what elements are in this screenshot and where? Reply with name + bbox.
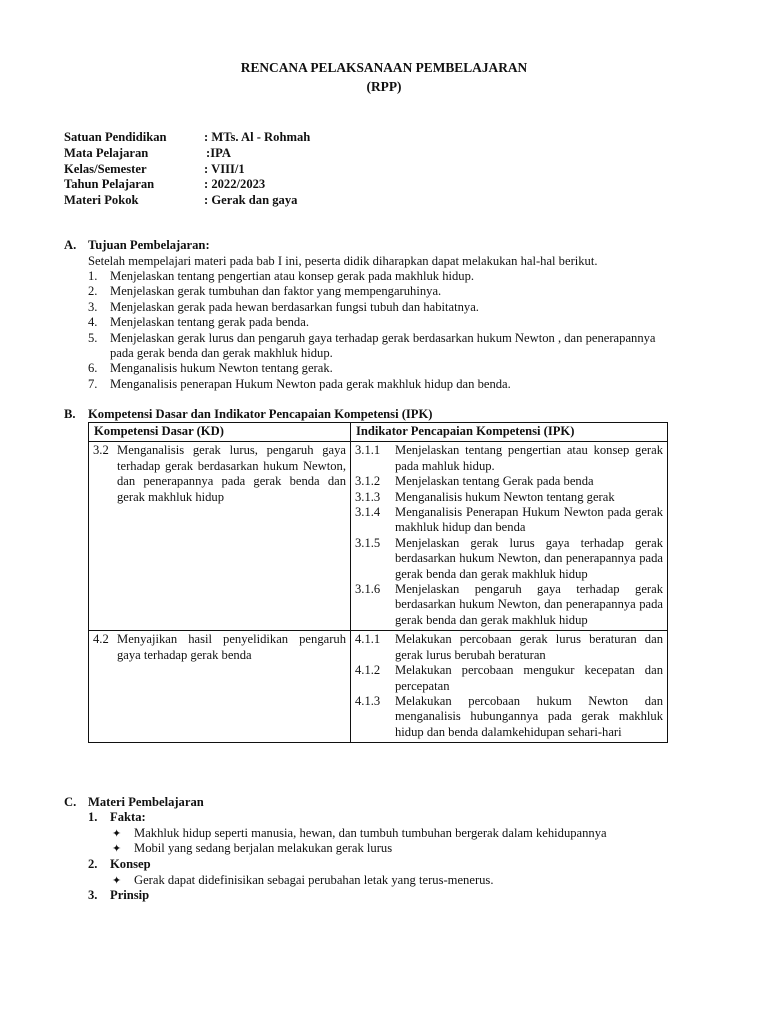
section-letter: C. <box>64 795 77 809</box>
kd-number: 4.2 <box>93 632 109 647</box>
identity-label: Kelas/Semester <box>64 161 147 176</box>
bullet-text: Gerak dapat didefinisikan sebagai perubahan letak yang terus-menerus. <box>134 873 494 887</box>
ipk-text: Melakukan percobaan mengukur kecepatan dan percepatan <box>395 663 663 693</box>
list-number: 5. <box>88 330 98 345</box>
subsection-number: 1. <box>88 810 98 824</box>
identity-value: :IPA <box>206 145 231 160</box>
table-row <box>89 631 668 743</box>
list-text: Menjelaskan tentang pengertian atau konsep gerak pada makhluk hidup. <box>110 269 475 283</box>
section-letter: A. <box>64 238 77 252</box>
bullet-text: Makhluk hidup seperti manusia, hewan, dan tumbuh tumbuhan bergerak dalam kehidupannya <box>134 826 607 840</box>
list-text: Menjelaskan gerak pada hewan berdasarkan fungsi tubuh dan habitatnya. <box>110 299 479 314</box>
identity-value: : Gerak dan gaya <box>204 193 298 208</box>
kd-cell <box>89 631 351 743</box>
star-bullet-icon: ✦ <box>112 828 122 840</box>
section-letter: B. <box>64 407 76 421</box>
list-number: 3. <box>88 299 98 314</box>
identity-label: Mata Pelajaran <box>64 145 149 160</box>
ipk-text: Menjelaskan pengaruh gaya terhadap gerak berdasarkan hukum Newton, dan penerapannya pada gerak benda dan gerak makhluk hidup <box>395 582 663 627</box>
list-item <box>88 300 678 315</box>
list-item <box>88 269 678 284</box>
list-item <box>88 331 678 362</box>
subsection-label: Fakta: <box>110 810 146 824</box>
subsection-prinsip <box>88 888 149 903</box>
ipk-text: Menganalisis hukum Newton tentang gerak <box>395 489 615 504</box>
list-number: 6. <box>88 361 98 376</box>
list-text: Menganalisis penerapan Hukum Newton pada gerak makhluk hidup dan benda. <box>110 376 511 391</box>
ipk-number: 3.1.1 <box>355 443 381 458</box>
identity-label: Materi Pokok <box>64 193 139 208</box>
section-b-heading <box>64 407 433 422</box>
section-title: Materi Pembelajaran <box>88 795 204 809</box>
section-title: Kompetensi Dasar dan Indikator Pencapaian Kompetensi (IPK) <box>88 407 433 421</box>
section-a-intro: Setelah mempelajari materi pada bab I ini, peserta didik diharapkan dapat melakukan hal-hal berikut. <box>88 254 598 268</box>
column-header-ipk: Indikator Pencapaian Kompetensi (IPK) <box>351 423 668 442</box>
list-item <box>88 377 678 392</box>
ipk-number: 4.1.1 <box>355 632 381 647</box>
star-bullet-icon: ✦ <box>112 875 122 887</box>
bullet-item <box>112 826 607 842</box>
kd-entry <box>93 443 346 505</box>
table-row <box>89 442 668 631</box>
ipk-number: 3.1.2 <box>355 474 381 489</box>
ipk-entry <box>355 663 663 694</box>
ipk-text: Melakukan percobaan gerak lurus beraturan dan gerak lurus berubah beraturan <box>395 632 663 662</box>
subsection-number: 2. <box>88 857 98 871</box>
identity-label: Satuan Pendidikan <box>64 130 167 144</box>
bullet-text: Mobil yang sedang berjalan melakukan gerak lurus <box>134 841 393 855</box>
objectives-list <box>88 269 678 392</box>
ipk-number: 4.1.2 <box>355 663 381 678</box>
section-c-heading <box>64 795 204 810</box>
ipk-entry <box>355 490 663 505</box>
subsection-label: Konsep <box>110 857 151 871</box>
ipk-number: 3.1.5 <box>355 535 381 550</box>
ipk-number: 3.1.4 <box>355 505 381 520</box>
bullet-item <box>112 841 392 857</box>
document-title: RENCANA PELAKSANAAN PEMBELAJARAN <box>240 60 528 75</box>
ipk-text: Melakukan percobaan hukum Newton dan menganalisis hubungannya pada gerak makhluk hidup dan benda dalamkehidupan sehari-hari <box>395 693 663 739</box>
competency-table <box>88 422 668 743</box>
bullet-item <box>112 873 493 889</box>
identity-value: : 2022/2023 <box>204 177 266 192</box>
document-subtitle: (RPP) <box>366 79 402 94</box>
ipk-entry <box>355 582 663 628</box>
ipk-number: 4.1.3 <box>355 693 381 708</box>
identity-label: Tahun Pelajaran <box>64 177 155 192</box>
list-text: Menjelaskan gerak tumbuhan dan faktor yang mempengaruhinya. <box>110 284 442 299</box>
subsection-konsep <box>88 857 151 872</box>
ipk-text: Menjelaskan gerak lurus gaya terhadap gerak berdasarkan hukum Newton, dan penerapannya pada gerak benda dan gerak makhluk hidup <box>395 535 663 581</box>
ipk-text: Menjelaskan tentang pengertian atau konsep gerak pada mahluk hidup. <box>395 443 663 473</box>
list-item <box>88 361 678 376</box>
list-number: 1. <box>88 269 98 283</box>
star-bullet-icon: ✦ <box>112 843 122 855</box>
table-header-row <box>89 423 668 442</box>
list-number: 4. <box>88 315 98 330</box>
list-item <box>88 315 678 330</box>
column-header-kd: Kompetensi Dasar (KD) <box>89 423 351 442</box>
subsection-label: Prinsip <box>110 888 150 902</box>
identity-value: : MTs. Al - Rohmah <box>204 130 311 144</box>
ipk-entry <box>355 443 663 474</box>
ipk-cell <box>351 631 668 743</box>
identity-value: : VIII/1 <box>204 161 245 176</box>
ipk-entry <box>355 632 663 663</box>
list-text: Menjelaskan tentang gerak pada benda. <box>110 315 309 330</box>
ipk-cell <box>351 442 668 631</box>
ipk-entry <box>355 694 663 740</box>
ipk-entry <box>355 474 663 489</box>
kd-text: Menganalisis gerak lurus, pengaruh gaya terhadap gerak berdasarkan hukum Newton, dan penerapannya pada gerak benda dan gerak makhluk hidup <box>117 443 346 504</box>
kd-number: 3.2 <box>93 443 109 458</box>
ipk-number: 3.1.3 <box>355 489 381 504</box>
kd-text: Menyajikan hasil penyelidikan pengaruh gaya terhadap gerak benda <box>117 632 346 662</box>
list-number: 7. <box>88 376 98 391</box>
list-item <box>88 284 678 299</box>
ipk-text: Menjelaskan tentang Gerak pada benda <box>395 474 594 489</box>
list-text: Menganalisis hukum Newton tentang gerak. <box>110 361 333 376</box>
ipk-text: Menganalisis Penerapan Hukum Newton pada gerak makhluk hidup dan benda <box>395 505 663 535</box>
list-number: 2. <box>88 284 98 299</box>
list-text: Menjelaskan gerak lurus dan pengaruh gaya terhadap gerak berdasarkan hukum Newton , dan penerapannya pada gerak benda dan gerak makhluk hidup. <box>110 330 656 361</box>
section-a-heading <box>64 238 210 253</box>
section-title: Tujuan Pembelajaran: <box>88 238 210 252</box>
subsection-fakta <box>88 810 146 825</box>
kd-entry <box>93 632 346 663</box>
ipk-entry <box>355 505 663 536</box>
kd-cell <box>89 442 351 631</box>
ipk-entry <box>355 536 663 582</box>
ipk-number: 3.1.6 <box>355 582 381 597</box>
subsection-number: 3. <box>88 888 98 902</box>
